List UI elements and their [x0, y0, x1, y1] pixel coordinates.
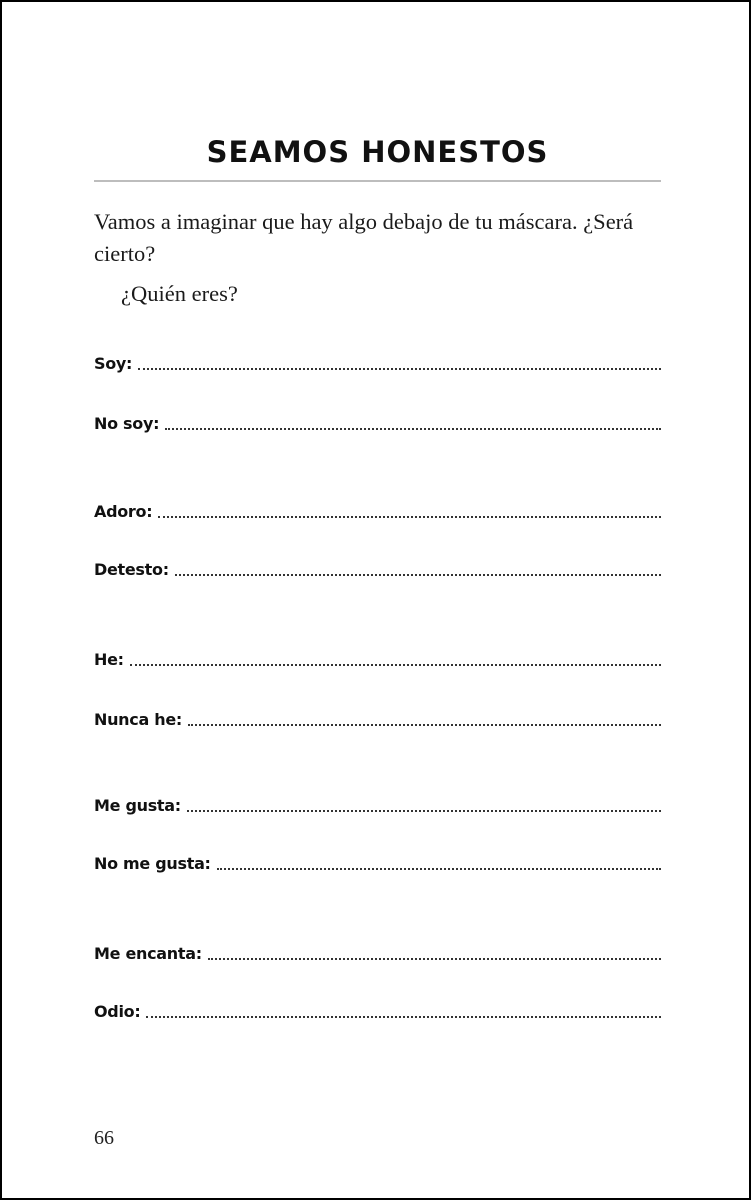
intro-paragraph: Vamos a imaginar que hay algo debajo de tu máscara. ¿Será cierto? — [94, 209, 634, 266]
field-nunca-he — [94, 702, 661, 730]
dotted-answer-line[interactable] — [175, 574, 661, 576]
title-divider — [94, 180, 661, 182]
field-label: Adoro: — [94, 502, 153, 521]
field-label: Me gusta: — [94, 796, 181, 815]
field-no-me-gusta — [94, 846, 661, 874]
field-no-soy — [94, 406, 661, 434]
field-me-encanta — [94, 936, 661, 964]
field-he — [94, 642, 661, 670]
dotted-answer-line[interactable] — [146, 1016, 661, 1018]
dotted-answer-line[interactable] — [165, 428, 661, 430]
field-adoro — [94, 494, 661, 522]
dotted-answer-line[interactable] — [208, 958, 661, 960]
field-soy — [94, 346, 661, 374]
dotted-answer-line[interactable] — [217, 868, 661, 870]
dotted-answer-line[interactable] — [138, 368, 661, 370]
dotted-answer-line[interactable] — [187, 810, 661, 812]
field-me-gusta — [94, 788, 661, 816]
question-text: ¿Quién eres? — [121, 281, 238, 306]
field-label: He: — [94, 650, 124, 669]
page-title: SEAMOS HONESTOS — [206, 135, 549, 169]
field-label: Nunca he: — [94, 710, 182, 729]
field-label: No me gusta: — [94, 854, 211, 873]
field-label: Detesto: — [94, 560, 169, 579]
dotted-answer-line[interactable] — [130, 664, 661, 666]
page-number: 66 — [94, 1127, 114, 1149]
field-label: Odio: — [94, 1002, 141, 1021]
field-label: Soy: — [94, 354, 133, 373]
field-detesto — [94, 552, 661, 580]
dotted-answer-line[interactable] — [188, 724, 661, 726]
field-label: Me encanta: — [94, 944, 202, 963]
field-label: No soy: — [94, 414, 160, 433]
dotted-answer-line[interactable] — [158, 516, 661, 518]
field-odio — [94, 994, 661, 1022]
